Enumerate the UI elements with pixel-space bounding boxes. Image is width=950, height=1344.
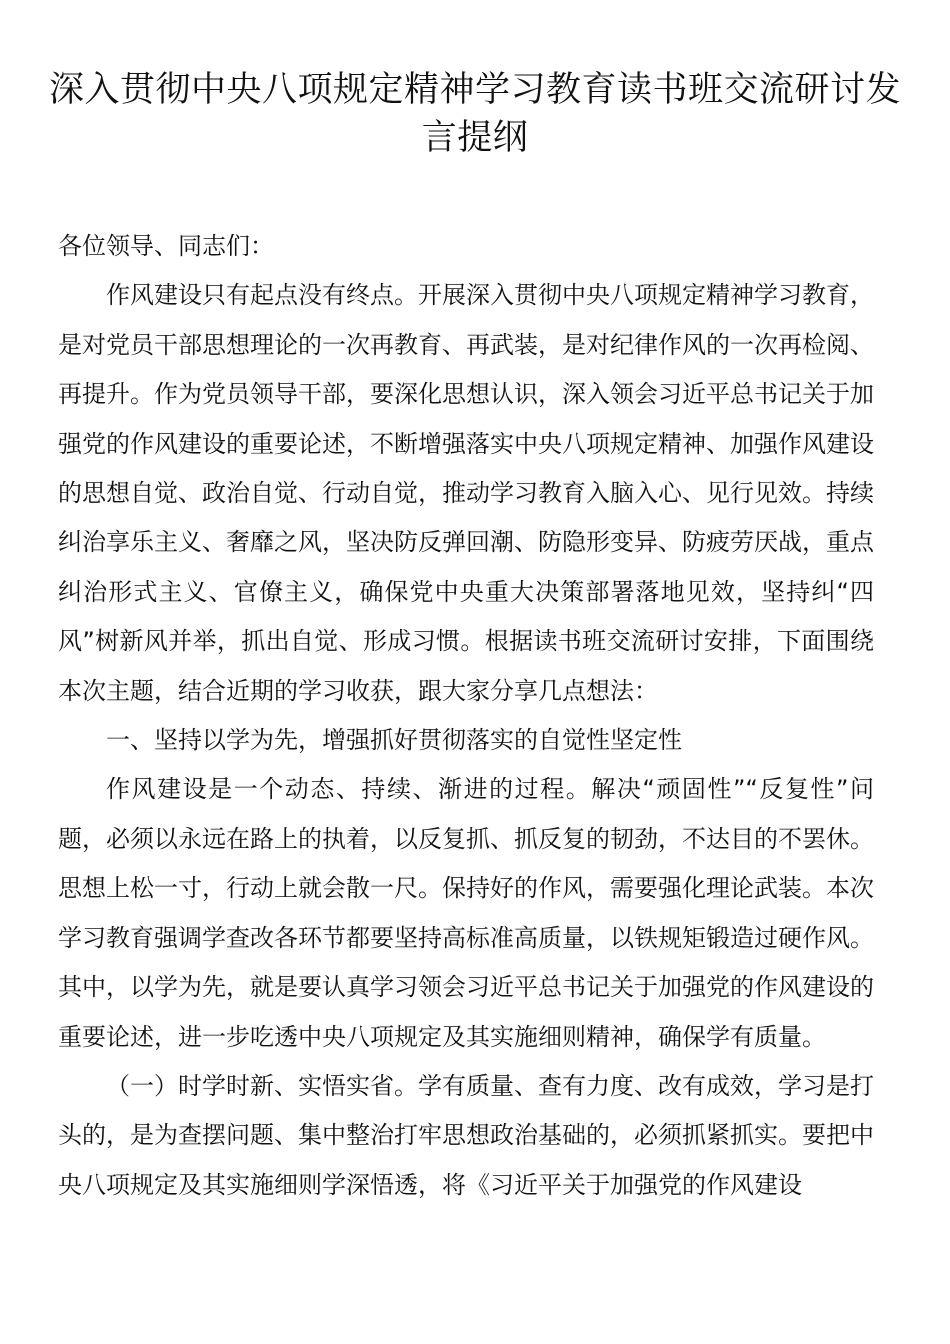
paragraph-intro: 作风建设只有起点没有终点。开展深入贯彻中央八项规定精神学习教育，是对党员干部思想理论的一次再教育、再武装，是对纪律作风的一次再检阅、再提升。作为党员领导干部，要深化思想认识，深入领会习近平总书记关于加强党的作风建设的重要论述，不断增强落实中央八项规定精神、加强作风建设的思想自觉、政治自觉、行动自觉，推动学习教育入脑入心、见行见效。持续纠治享乐主义、奢靡之风，坚决防反弹回潮、防隐形变异、防疲劳厌战，重点纠治形式主义、官僚主义，确保党中央重大决策部署落地见效，坚持纠“四风”树新风并举，抓出自觉、形成习惯。根据读书班交流研讨安排，下面围绕本次主题，结合近期的学习收获，跟大家分享几点想法： xyxy=(58,281,874,705)
paragraph-section-1: 作风建设是一个动态、持续、渐进的过程。解决“顽固性”“反复性”问题，必须以永远在路上的执着，以反复抓、抓反复的韧劲，不达目的不罢休。思想上松一寸，行动上就会散一尺。保持好的作风，需要强化理论武装。本次学习教育强调学查改各环节都要坚持高标准高质量，以铁规矩锻造过硬作风。其中，以学为先，就是要认真学习领会习近平总书记关于加强党的作风建设的重要论述，进一步吃透中央八项规定及其实施细则精神，确保学有质量。 xyxy=(58,775,874,1051)
document-body xyxy=(58,222,874,1210)
document-title: 深入贯彻中央八项规定精神学习教育读书班交流研讨发言提纲 xyxy=(48,70,901,158)
salutation: 各位领导、同志们： xyxy=(58,232,274,260)
subsection-1: （一）时学时新、实悟实省。学有质量、查有力度、改有成效，学习是打头的，是为查摆问题、集中整治打牢思想政治基础的，必须抓紧抓实。要把中央八项规定及其实施细则学深悟透，将《习近平关于加强党的作风建设 xyxy=(58,1071,874,1199)
section-heading-1: 一、坚持以学为先，增强抓好贯彻落实的自觉性坚定性 xyxy=(106,726,682,755)
